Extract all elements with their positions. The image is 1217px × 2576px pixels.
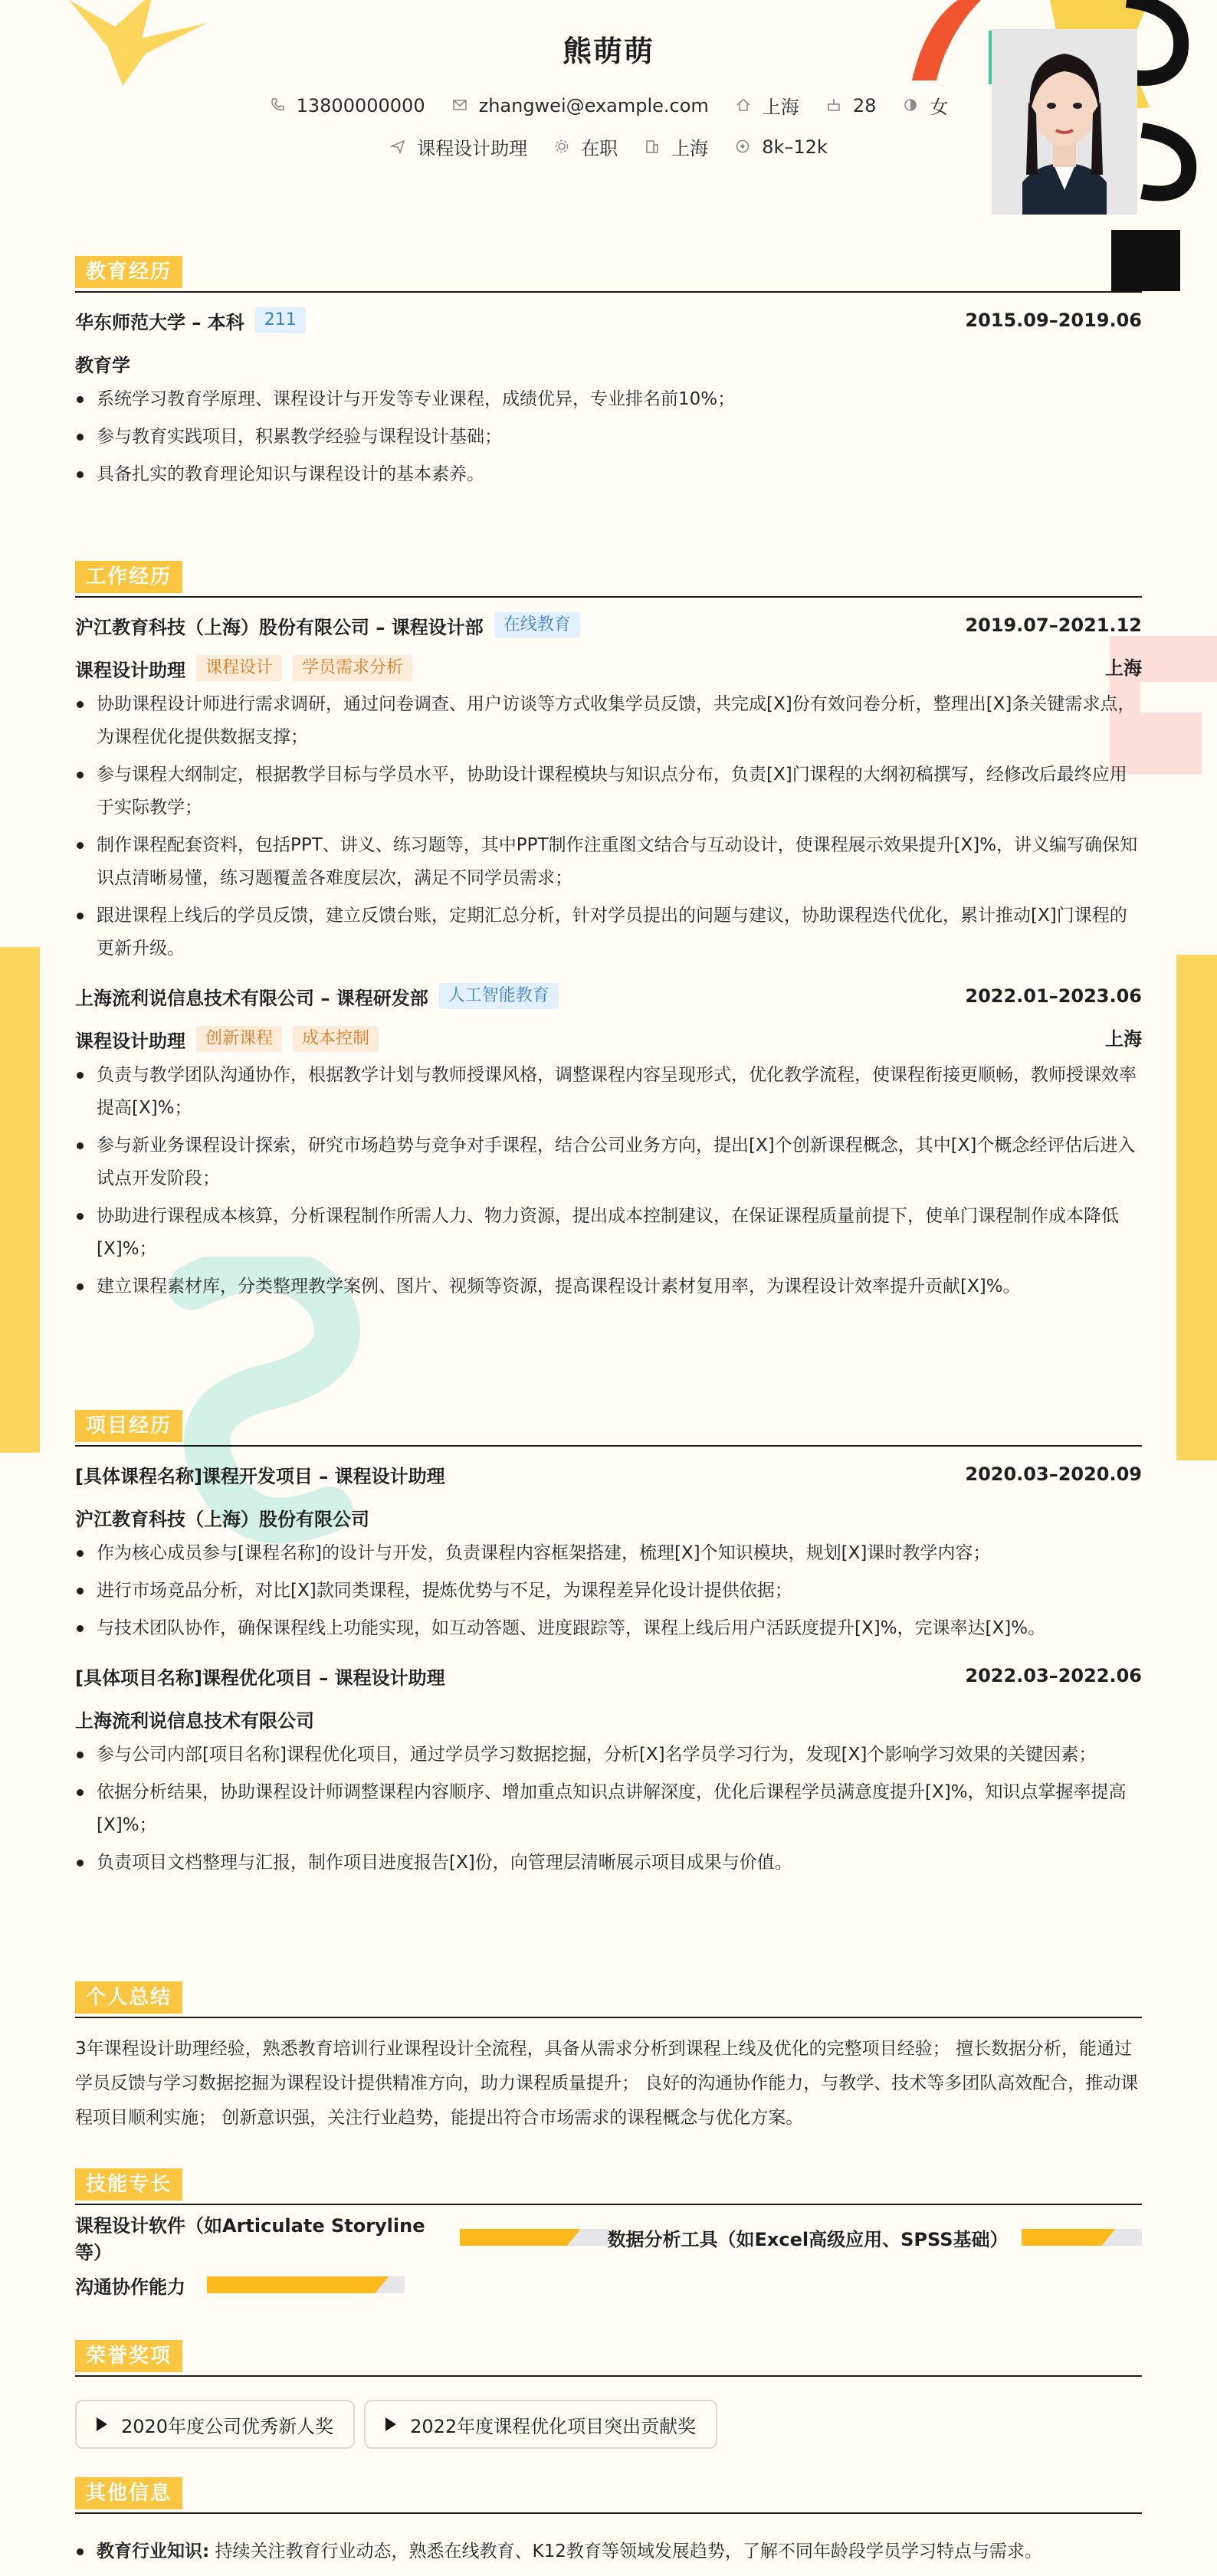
gear-icon [553, 139, 570, 156]
industry-tag: 人工智能教育 [439, 983, 559, 1009]
job-entry [75, 610, 1142, 641]
work-section [75, 561, 1142, 1308]
project-company-row [75, 1502, 1142, 1532]
projects-title: 项目经历 [75, 1410, 182, 1442]
industry-tag: 在线教育 [494, 612, 580, 638]
summary-text: 3年课程设计助理经验，熟悉教育培训行业课程设计全流程，具备从需求分析到课程上线及优化的完整项目经验； 擅长数据分析，能通过学员反馈与学习数据挖掘为课程设计提供精准方向，助力课程质量提升； 良好的沟通协作能力，与教学、技术等多团队高效配合，推动课程项目顺利实施； 创新意识强，关注行业趋势，能提出符合市场需求的课程概念与优化方案。 [75, 2039, 1139, 2128]
work-header [75, 561, 1142, 598]
phone-info [269, 95, 425, 116]
projects-section [75, 1410, 1142, 1884]
school-tag: 211 [255, 307, 306, 333]
skill-level-bar [207, 2276, 405, 2293]
list-item: 参与教育实践项目，积累教学经验与课程设计基础； [75, 421, 1142, 454]
list-item: 参与课程大纲制定，根据教学目标与学员水平，协助设计课程模块与知识点分布，负责[X]门课程的大纲初稿撰写，经修改后最终应用于实际教学； [75, 759, 1142, 824]
status-info [553, 133, 618, 160]
major-row [75, 348, 1142, 379]
education-title: 教育经历 [75, 256, 182, 288]
project-bullets [75, 1537, 1142, 1645]
cake-icon [825, 97, 842, 114]
list-item: 参与公司内部[项目名称]课程优化项目，通过学员学习数据挖掘，分析[X]名学员学习行为，发现[X]个影响学习效果的关键因素； [75, 1739, 1142, 1771]
job-city: 上海 [1105, 657, 1142, 679]
list-item: 跟进课程上线后的学员反馈，建立反馈台账，定期汇总分析，针对学员提出的问题与建议，协助课程迭代优化，累计推动[X]门课程的更新升级。 [75, 900, 1142, 965]
list-item: 负责与教学团队沟通协作，根据教学计划与教师授课风格，调整课程内容呈现形式，优化教学流程，使课程衔接更顺畅，教师授课效率提高[X]%； [75, 1059, 1142, 1125]
profile-photo [992, 29, 1137, 215]
send-icon [389, 139, 406, 156]
job-bullets [75, 1059, 1142, 1303]
list-item: 负责项目文档整理与汇报，制作项目进度报告[X]份，向管理层清晰展示项目成果与价值。 [75, 1847, 1142, 1880]
position-info [389, 133, 527, 160]
position-text: 课程设计助理 [417, 138, 528, 159]
skills-section [75, 2168, 1142, 2300]
skill-item [75, 2215, 608, 2263]
skill-item [608, 2222, 1142, 2253]
role-name: 课程设计助理 [75, 1030, 185, 1052]
phone-icon [269, 97, 286, 114]
gender-info [902, 92, 948, 119]
left-yellow-strip [0, 947, 40, 1453]
coin-icon [734, 139, 751, 156]
list-item: 具备扎实的教育理论知识与课程设计的基本素养。 [75, 458, 1142, 491]
age-text: 28 [852, 94, 877, 116]
project-name: [具体项目名称]课程优化项目 – 课程设计助理 [75, 1667, 445, 1689]
skill-name: 课程设计软件（如Articulate Storyline等） [75, 2215, 425, 2263]
education-bullets [75, 383, 1142, 491]
other-title: 其他信息 [75, 2477, 182, 2509]
other-bullets [75, 2535, 1142, 2568]
school-name: 华东师范大学 – 本科 [75, 311, 244, 333]
skill-item [75, 2270, 405, 2300]
play-icon [385, 2417, 396, 2431]
award-name: 2020年度公司优秀新人奖 [121, 2415, 334, 2437]
building-icon [644, 139, 661, 156]
company-name: 上海流利说信息技术有限公司 – 课程研发部 [75, 987, 428, 1009]
major-name: 教育学 [75, 354, 130, 376]
job-entry [75, 981, 1142, 1011]
project-company-row [75, 1703, 1142, 1734]
awards-section [75, 2340, 1142, 2449]
skill-name: 数据分析工具（如Excel高级应用、SPSS基础） [607, 2228, 1009, 2250]
other-label: 教育行业知识: [97, 2542, 210, 2561]
awards-title: 荣誉奖项 [75, 2340, 182, 2372]
skill-name: 沟通协作能力 [75, 2276, 185, 2298]
phone-text: 13800000000 [296, 94, 425, 116]
play-icon [97, 2417, 107, 2431]
education-section [75, 256, 1142, 496]
award-item [75, 2400, 355, 2449]
skill-level-bar [1022, 2229, 1142, 2246]
role-name: 课程设计助理 [75, 659, 185, 681]
status-text: 在职 [581, 138, 618, 159]
gender-icon [902, 97, 919, 114]
other-section [75, 2477, 1142, 2573]
project-entry [75, 1459, 1142, 1490]
skill-tag: 成本控制 [293, 1026, 379, 1052]
skills-header [75, 2168, 1142, 2205]
gender-text: 女 [930, 97, 949, 118]
skills-title: 技能专长 [75, 2168, 182, 2201]
job-bullets [75, 688, 1142, 965]
skills-row-2 [75, 2270, 1142, 2300]
award-item [364, 2400, 717, 2449]
list-item: 与技术团队协作，确保课程线上功能实现，如互动答题、进度跟踪等，课程上线后用户活跃度提升[X]%，完课率达[X]%。 [75, 1612, 1142, 1645]
work-title: 工作经历 [75, 561, 182, 593]
list-item: 作为核心成员参与[课程名称]的设计与开发，负责课程内容框架搭建，梳理[X]个知识模块，规划[X]课时教学内容； [75, 1537, 1142, 1570]
list-item: 系统学习教育学原理、课程设计与开发等专业课程，成绩优异，专业排名前10%； [75, 383, 1142, 416]
list-item [75, 2535, 1142, 2568]
award-name: 2022年度课程优化项目突出贡献奖 [410, 2415, 697, 2437]
list-item: 依据分析结果，协助课程设计师调整课程内容顺序、增加重点知识点讲解深度，优化后课程学员满意度提升[X]%，知识点掌握率提高[X]%； [75, 1776, 1142, 1842]
target-city-info [644, 133, 708, 160]
location-text: 上海 [762, 97, 799, 118]
role-row [75, 653, 1142, 683]
contact-row [75, 92, 1142, 119]
other-header [75, 2477, 1142, 2514]
age-info [825, 95, 877, 116]
skill-level-fill [1022, 2229, 1115, 2246]
awards-header [75, 2340, 1142, 2377]
right-yellow-strip [1176, 955, 1217, 1460]
project-date: 2020.03–2020.09 [965, 1463, 1142, 1485]
summary-section [75, 1981, 1142, 2135]
target-city-text: 上海 [671, 138, 709, 159]
job-intent-row [75, 133, 1142, 160]
skill-tag: 课程设计 [196, 655, 282, 681]
home-icon [735, 97, 752, 114]
email-info [451, 95, 709, 116]
list-item: 制作课程配套资料，包括PPT、讲义、练习题等，其中PPT制作注重图文结合与互动设计，使课程展示效果提升[X]%，讲义编写确保知识点清晰易懂，练习题覆盖各难度层次，满足不同学员需求； [75, 829, 1142, 895]
skill-level-bar [460, 2229, 608, 2246]
list-item: 协助课程设计师进行需求调研，通过问卷调查、用户访谈等方式收集学员反馈，共完成[X]份有效问卷分析，整理出[X]条关键需求点，为课程优化提供数据支撑； [75, 688, 1142, 754]
list-item: 建立课程素材库，分类整理教学案例、图片、视频等资源，提高课程设计素材复用率，为课程设计效率提升贡献[X]%。 [75, 1270, 1142, 1303]
list-item: 协助进行课程成本核算，分析课程制作所需人力、物力资源，提出成本控制建议，在保证课程质量前提下，使单门课程制作成本降低[X]%； [75, 1200, 1142, 1266]
project-company: 沪江教育科技（上海）股份有限公司 [75, 1508, 369, 1530]
location-info [735, 92, 799, 119]
candidate-name: 熊萌萌 [562, 34, 654, 68]
list-item: 参与新业务课程设计探索，研究市场趋势与竞争对手课程，结合公司业务方向，提出[X]个创新课程概念，其中[X]个概念经评估后进入试点开发阶段； [75, 1129, 1142, 1195]
skills-row-1 [75, 2215, 1142, 2263]
company-name: 沪江教育科技（上海）股份有限公司 – 课程设计部 [75, 616, 484, 638]
project-entry [75, 1660, 1142, 1691]
email-text: zhangwei@example.com [478, 94, 709, 116]
project-bullets [75, 1739, 1142, 1880]
summary-header [75, 1981, 1142, 2018]
skill-tag: 创新课程 [196, 1026, 282, 1052]
skill-level-fill [460, 2229, 581, 2246]
summary-title: 个人总结 [75, 1981, 182, 2014]
projects-header [75, 1410, 1142, 1447]
project-name: [具体课程名称]课程开发项目 – 课程设计助理 [75, 1465, 445, 1487]
skill-level-fill [207, 2276, 389, 2293]
salary-info [734, 136, 828, 158]
job-date: 2022.01–2023.06 [965, 985, 1142, 1007]
email-icon [451, 97, 468, 114]
other-text: 持续关注教育行业动态，熟悉在线教育、K12教育等领域发展趋势，了解不同年龄段学员学习特点与需求。 [215, 2542, 1042, 2561]
job-city: 上海 [1105, 1028, 1142, 1050]
education-header [75, 256, 1142, 293]
awards-list [75, 2400, 1142, 2449]
salary-text: 8k–12k [762, 136, 828, 158]
project-company: 上海流利说信息技术有限公司 [75, 1709, 314, 1732]
job-date: 2019.07–2021.12 [965, 615, 1142, 636]
skill-tag: 学员需求分析 [293, 655, 412, 681]
role-row [75, 1024, 1142, 1054]
education-date: 2015.09–2019.06 [965, 310, 1142, 331]
education-entry [75, 305, 1142, 336]
list-item: 进行市场竞品分析，对比[X]款同类课程，提炼优势与不足，为课程差异化设计提供依据； [75, 1575, 1142, 1608]
project-date: 2022.03–2022.06 [965, 1665, 1142, 1686]
